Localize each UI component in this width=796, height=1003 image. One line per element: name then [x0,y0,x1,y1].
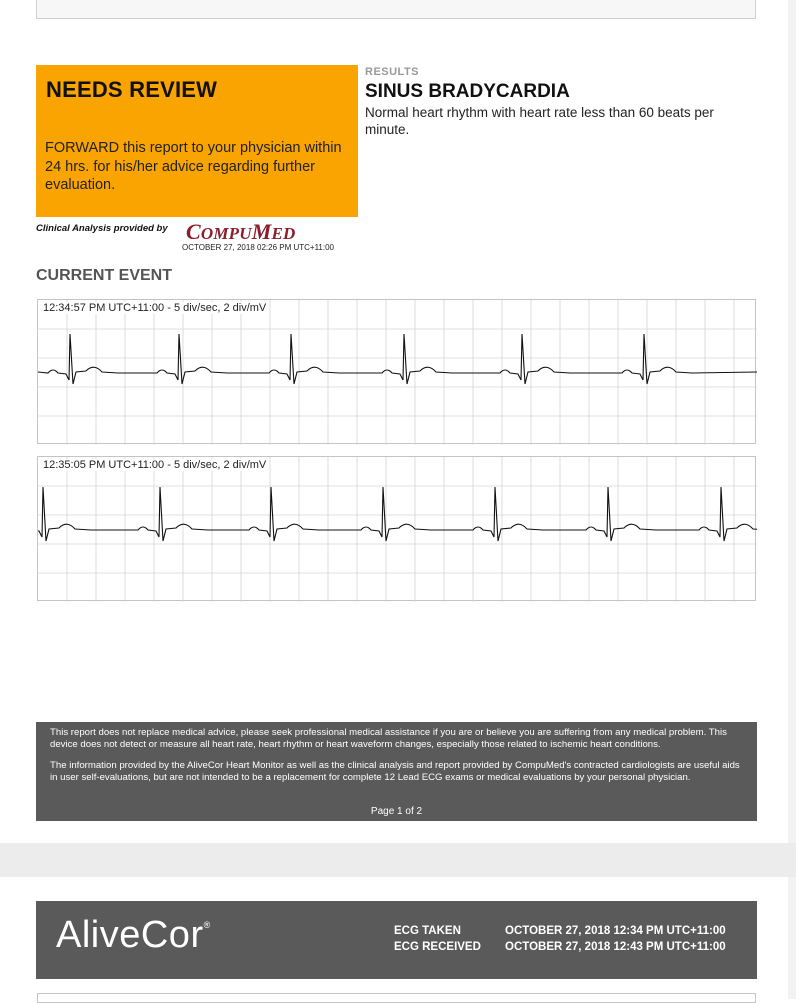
analysis-provided-by: Clinical Analysis provided by [36,223,168,234]
diagnosis-title: SINUS BRADYCARDIA [365,81,570,102]
ecg-strip-1 [37,299,756,444]
ecg-strip-2-trace [38,487,757,541]
ecg-received-value: OCTOBER 27, 2018 12:43 PM UTC+11:00 [505,941,726,953]
needs-review-title: NEEDS REVIEW [46,77,218,102]
ecg-strip-2-label: 12:35:05 PM UTC+11:00 - 5 div/sec, 2 div/mV [43,459,267,471]
ecg-strip-1-label: 12:34:57 PM UTC+11:00 - 5 div/sec, 2 div/mV [43,302,267,314]
compumed-logo: COMPUMED [186,219,296,244]
ecg-strip-1-trace [38,334,757,384]
ecg-received-label: ECG RECEIVED [394,941,481,953]
ecg-strip-2-chart [38,457,757,602]
next-ecg-strip-partial [37,993,756,1003]
ecg-taken-value: OCTOBER 27, 2018 12:34 PM UTC+11:00 [505,925,726,937]
diagnosis-description: Normal heart rhythm with heart rate less than 60 beats per minute. [365,105,714,137]
alivecor-logo [56,914,211,957]
disclaimer-paragraph-2: The information provided by the AliveCor Heart Monitor as well as the clinical analysis and report provided by CompuMed's contracted cardiologists are useful aids in user self-evaluations, but are not intended to be a replacement for complete 12 Lead ECG exams or medical evaluations by your personal physician. [50,760,740,783]
needs-review-message: FORWARD this report to your physician within 24 hrs. for his/her advice regarding further evaluation. [45,140,342,193]
registered-mark: ® [203,920,211,930]
current-event-title: CURRENT EVENT [36,267,173,284]
ecg-strip-1-chart [38,300,757,445]
ecg-strip-2 [37,456,756,601]
disclaimer-paragraph-1: This report does not replace medical advice, please seek professional medical assistance if you are or believe you are suffering from any medical problem. This device does not detect or measure all heart rate, heart rhythm or heart waveform changes, especially those related to ischemic heart conditions. [50,727,727,750]
previous-section-box [36,0,756,19]
page-number: Page 1 of 2 [370,806,423,817]
alivecor-logo-text: AliveCor [56,914,204,956]
analysis-timestamp: OCTOBER 27, 2018 02:26 PM UTC+11:00 [182,243,335,252]
ecg-taken-label: ECG TAKEN [394,925,461,937]
page-separator [0,843,796,877]
results-label: RESULTS [365,66,420,78]
